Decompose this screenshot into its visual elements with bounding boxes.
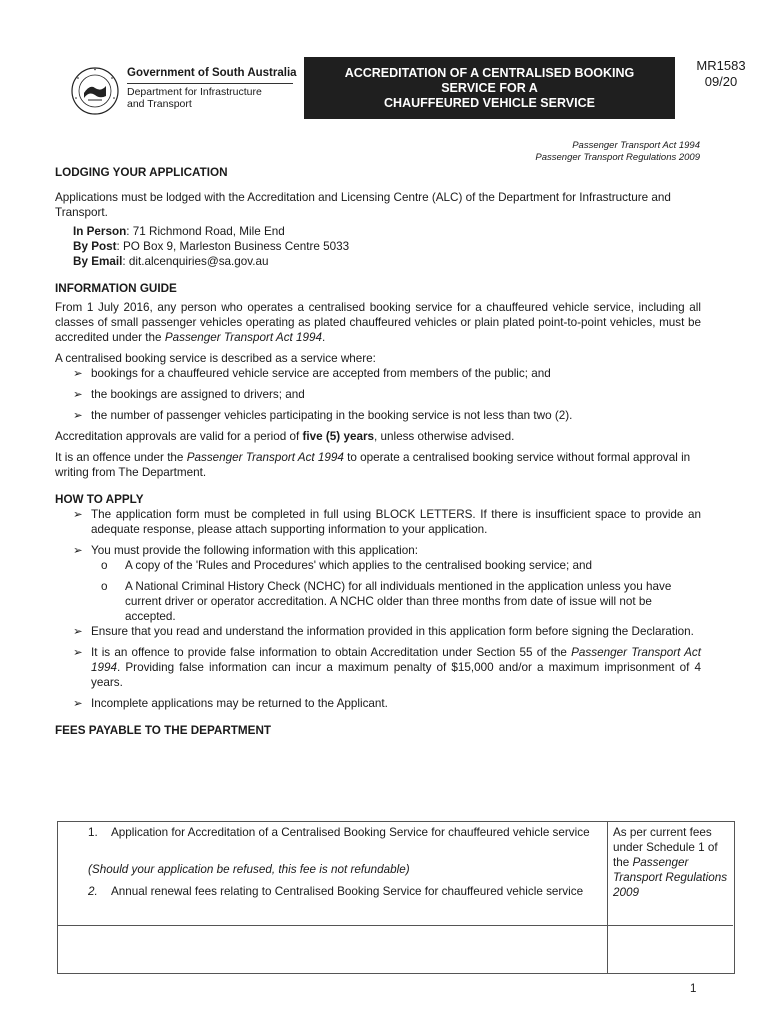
lodging-methods <box>55 224 701 269</box>
government-name: Government of South Australia <box>127 67 297 79</box>
fees-description-cell <box>58 822 608 926</box>
form-title-line-2: SERVICE FOR A <box>441 80 538 95</box>
fees-amount-text <box>613 825 729 900</box>
arrow-bullet-icon: ➢ <box>73 367 83 380</box>
document-text: A National Criminal History Check (NCHC) for all individuals mentioned in the application unless you have current driver or operator accreditation. A NCHC older than three months from date of issue will not be accepted. <box>125 580 672 623</box>
arrow-bullet-icon: ➢ <box>73 625 83 638</box>
list-item <box>55 558 701 573</box>
document-text: A copy of the 'Rules and Procedures' which applies to the centralised booking service; and <box>125 559 593 572</box>
info-heading: INFORMATION GUIDE <box>55 282 177 295</box>
arrow-bullet-icon: ➢ <box>73 409 83 422</box>
validity-period: five (5) years <box>302 430 374 443</box>
required-documents-list <box>55 558 701 624</box>
circle-bullet-icon: o <box>101 559 108 572</box>
department-line-1: Department for Infrastructure <box>127 86 262 98</box>
arrow-bullet-icon: ➢ <box>73 544 83 557</box>
lodging-intro: Applications must be lodged with the Accreditation and Licensing Centre (ALC) of the Department for Infrastructure and Transport. <box>55 191 671 219</box>
refund-note: (Should your application be refused, this fee is not refundable) <box>88 863 410 876</box>
how-to-apply-list <box>55 507 701 558</box>
list-item <box>55 696 701 711</box>
legislation-references <box>535 140 700 164</box>
criteria-text: the number of passenger vehicles participating in the booking service is not less than two (2). <box>91 409 573 422</box>
apply-item-text: It is an offence to provide false information to obtain Accreditation under Section 55 of the <box>91 646 572 659</box>
by-email-value[interactable]: : dit.alcenquiries@sa.gov.au <box>122 255 269 268</box>
government-logo <box>70 66 300 116</box>
form-title-line-1: ACCREDITATION OF A CENTRALISED BOOKING <box>344 65 635 80</box>
fee-item-2-number: 2. <box>88 885 98 898</box>
lodging-by-email <box>73 254 701 269</box>
list-item <box>55 624 701 639</box>
info-paragraph-1 <box>55 300 701 345</box>
info-paragraph-2: A centralised booking service is described as a service where: <box>55 352 376 365</box>
criteria-text: the bookings are assigned to drivers; and <box>91 388 305 401</box>
lodging-in-person <box>73 224 701 239</box>
fees-regulations-ref: Passenger Transport Regulations 2009 <box>613 856 728 899</box>
fees-heading: FEES PAYABLE TO THE DEPARTMENT <box>55 724 272 737</box>
validity-end: , unless otherwise advised. <box>374 430 515 443</box>
lodging-by-post <box>73 239 701 254</box>
info-para1-end: . <box>322 331 326 344</box>
in-person-value: : 71 Richmond Road, Mile End <box>126 225 285 238</box>
department-line-2: and Transport <box>127 98 192 110</box>
service-criteria-list <box>55 366 701 423</box>
fee-item-1-number: 1. <box>88 826 98 839</box>
circle-bullet-icon: o <box>101 580 108 593</box>
form-version-date: 09/20 <box>704 74 738 89</box>
act-reference: Passenger Transport Act 1994 <box>572 140 700 151</box>
apply-item-text-end: . Providing false information can incur a maximum penalty of $15,000 and/or a maximum imprisonment of 4 years. <box>91 661 701 689</box>
list-item <box>55 387 701 402</box>
page-number: 1 <box>690 983 697 995</box>
apply-item-act: Passenger Transport Act 1994 <box>91 646 702 674</box>
fees-schedule-text: As per current fees under Schedule 1 of the <box>613 826 718 869</box>
form-title-box <box>304 57 675 119</box>
offence-paragraph <box>55 450 701 480</box>
list-item <box>55 645 701 690</box>
apply-item-text: Incomplete applications may be returned to the Applicant. <box>91 697 388 710</box>
list-item <box>55 366 701 381</box>
how-to-apply-list-continued <box>55 624 701 711</box>
info-para1-text: From 1 July 2016, any person who operates a centralised booking service for a chauffeured vehicle service, including all classes of small passenger vehicles operating as plated chauffeured vehicles or plain plated point-to-point vehicles, must be accredited under the <box>55 301 701 344</box>
list-item <box>55 408 701 423</box>
fees-amount-cell <box>607 822 733 926</box>
validity-text: Accreditation approvals are valid for a period of <box>55 430 303 443</box>
arrow-bullet-icon: ➢ <box>73 508 83 521</box>
regulations-reference: Passenger Transport Regulations 2009 <box>535 152 700 163</box>
in-person-label: In Person <box>73 225 127 238</box>
fees-empty-cell <box>58 926 608 973</box>
form-title-line-3: CHAUFFEURED VEHICLE SERVICE <box>384 95 595 110</box>
form-number: MR1583 <box>696 58 746 73</box>
info-para1-act: Passenger Transport Act 1994 <box>164 331 323 344</box>
form-code <box>686 58 756 90</box>
fees-table <box>57 821 735 974</box>
apply-item-text: You must provide the following information with this application: <box>91 544 418 557</box>
criteria-text: bookings for a chauffeured vehicle service are accepted from members of the public; and <box>91 367 551 380</box>
list-item <box>55 543 701 558</box>
list-item <box>55 579 701 624</box>
arrow-bullet-icon: ➢ <box>73 388 83 401</box>
arrow-bullet-icon: ➢ <box>73 646 83 659</box>
department-name <box>127 86 262 110</box>
offence-end: to operate a centralised booking service without formal approval in writing from The Department. <box>55 451 691 479</box>
validity-paragraph <box>55 429 701 444</box>
how-to-apply-heading: HOW TO APPLY <box>55 493 144 506</box>
arrow-bullet-icon: ➢ <box>73 697 83 710</box>
state-seal-icon <box>70 66 120 116</box>
offence-act: Passenger Transport Act 1994 <box>186 451 344 464</box>
apply-item-text: The application form must be completed in full using BLOCK LETTERS. If there is insufficient space to provide an adequate response, please attach supporting information to your application. <box>91 508 701 536</box>
fee-item-2-text: Annual renewal fees relating to Centralised Booking Service for chauffeured vehicle service <box>111 885 584 898</box>
offence-text: It is an offence under the <box>55 451 187 464</box>
apply-item-text: Ensure that you read and understand the information provided in this application form before signing the Declaration. <box>91 625 694 638</box>
main-content <box>55 165 701 738</box>
lodging-heading: LODGING YOUR APPLICATION <box>55 166 228 179</box>
by-post-label: By Post <box>73 240 117 253</box>
fee-item-1-text: Application for Accreditation of a Centralised Booking Service for chauffeured vehicle service <box>111 826 590 839</box>
divider <box>127 83 293 84</box>
list-item <box>55 507 701 537</box>
by-post-value: : PO Box 9, Marleston Business Centre 5033 <box>116 240 350 253</box>
by-email-label: By Email <box>73 255 123 268</box>
